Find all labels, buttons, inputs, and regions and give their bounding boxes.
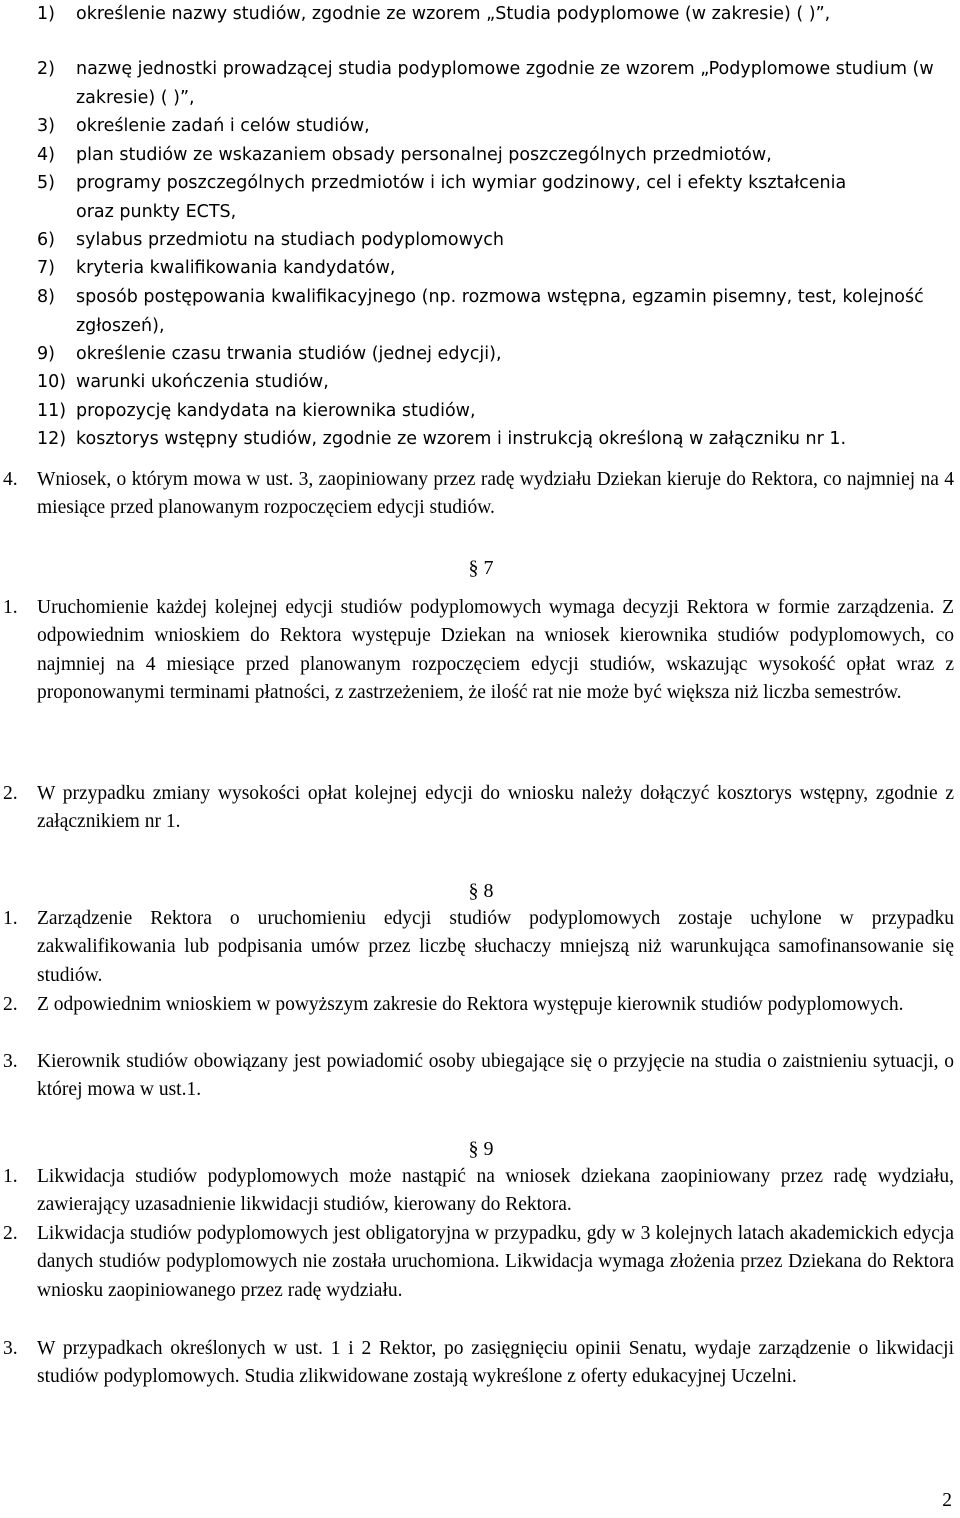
paragraph-number: 2. [3, 994, 18, 1015]
list-item-number: 12) [37, 429, 67, 449]
list-item-text: nazwę jednostki prowadzącej studia podyplomowe zgodnie ze wzorem „Podyplomowe studium (w zakresie) ( )”, [76, 59, 934, 108]
paragraph-text: W przypadkach określonych w ust. 1 i 2 Rektor, po zasięgnięciu opinii Senatu, wydaje zarządzenie o likwidacji studiów podyplomowych. Studia zlikwidowane zostają wykreślone z oferty edukacyjnej Uczelni. [37, 1338, 954, 1388]
paragraph-text: Kierownik studiów obowiązany jest powiadomić osoby ubiegające się o przyjęcie na studia o zaistnieniu sytuacji, o której mowa w ust.1. [37, 1051, 954, 1101]
paragraph-text: Likwidacja studiów podyplomowych może nastąpić na wniosek dziekana zaopiniowany przez radę wydziału, zawierający uzasadnienie likwidacji studiów, kierowany do Rektora. [37, 1166, 954, 1216]
section-heading: § 7 [468, 557, 494, 579]
list-item [0, 0, 960, 29]
list-item-text: określenie nazwy studiów, zgodnie ze wzorem „Studia podyplomowe (w zakresie) ( )”, [76, 4, 831, 24]
paragraph-number: 4. [3, 469, 18, 490]
list-item-text: określenie czasu trwania studiów (jednej edycji), [76, 344, 502, 364]
list-item-number: 9) [37, 344, 55, 364]
list-item-number: 3) [37, 116, 55, 136]
list-item [0, 254, 960, 283]
list-item [0, 368, 960, 397]
list-item-number: 2) [37, 59, 55, 79]
list-item-text: warunki ukończenia studiów, [76, 372, 329, 392]
list-item-text: określenie zadań i celów studiów, [76, 116, 370, 136]
list-item-text: sylabus przedmiotu na studiach podyplomowych [76, 230, 504, 250]
paragraph-text: W przypadku zmiany wysokości opłat kolejnej edycji do wniosku należy dołączyć kosztorys wstępny, zgodnie z załącznikiem nr 1. [37, 783, 954, 833]
list-item-number: 10) [37, 372, 67, 392]
list-item [0, 55, 960, 112]
list-item [0, 169, 960, 226]
list-item-number: 7) [37, 258, 55, 278]
paragraph-text: Zarządzenie Rektora o uruchomieniu edycji studiów podyplomowych zostaje uchylone w przypadku zakwalifikowania lub podpisania umów przez liczbę słuchaczy mniejszą niż warunkująca samofinansowanie się studiów. [37, 908, 954, 986]
page-number: 2 [942, 1490, 952, 1511]
paragraph-number: 3. [3, 1338, 18, 1359]
paragraph-text: Uruchomienie każdej kolejnej edycji studiów podyplomowych wymaga decyzji Rektora w formie zarządzenia. Z odpowiednim wnioskiem do Rektora występuje Dziekan na wniosek kierownika studiów podyplomowych, co najmniej na 4 miesiące przed planowanym rozpoczęciem edycji studiów, wskazując wysokość opłat wraz z proponowanymi terminami płatności, z zastrzeżeniem, że ilość rat nie może być większa niż liczba semestrów. [37, 597, 954, 703]
list-item-text: plan studiów ze wskazaniem obsady personalnej poszczególnych przedmiotów, [76, 145, 772, 165]
list-item-text: programy poszczególnych przedmiotów i ich wymiar godzinowy, cel i efekty kształcenia oraz punkty ECTS, [76, 173, 847, 222]
list-item [0, 283, 960, 340]
list-item-number: 6) [37, 230, 55, 250]
paragraph-number: 1. [3, 908, 18, 929]
list-item [0, 141, 960, 170]
section-heading: § 9 [468, 1138, 494, 1160]
list-item [0, 425, 960, 454]
paragraph-number: 3. [3, 1051, 18, 1072]
list-item-number: 4) [37, 145, 55, 165]
list-item [0, 340, 960, 369]
list-item [0, 112, 960, 141]
paragraph-number: 2. [3, 1223, 18, 1244]
list-item [0, 397, 960, 426]
paragraph-number: 1. [3, 1166, 18, 1187]
list-item-text: kryteria kwalifikowania kandydatów, [76, 258, 396, 278]
list-item-text: kosztorys wstępny studiów, zgodnie ze wzorem i instrukcją określoną w załączniku nr 1. [76, 429, 847, 449]
list-item [0, 226, 960, 255]
list-item-number: 5) [37, 173, 55, 193]
list-item-number: 8) [37, 287, 55, 307]
section-heading: § 8 [468, 880, 494, 902]
paragraph-text: Z odpowiednim wnioskiem w powyższym zakresie do Rektora występuje kierownik studiów podyplomowych. [37, 994, 904, 1015]
list-item-number: 1) [37, 4, 55, 24]
list-item-text: propozycję kandydata na kierownika studiów, [76, 401, 476, 421]
paragraph-number: 1. [3, 597, 18, 618]
paragraph-number: 2. [3, 783, 18, 804]
list-item-text: sposób postępowania kwalifikacyjnego (np. rozmowa wstępna, egzamin pisemny, test, kolejność zgłoszeń), [76, 287, 924, 336]
list-item-number: 11) [37, 401, 67, 421]
paragraph-text: Likwidacja studiów podyplomowych jest obligatoryjna w przypadku, gdy w 3 kolejnych latach akademickich edycja danych studiów podyplomowych nie została uruchomiona. Likwidacja wymaga złożenia przez Dziekana do Rektora wniosku zaopiniowanego przez radę wydziału. [37, 1223, 954, 1301]
paragraph-text: Wniosek, o którym mowa w ust. 3, zaopiniowany przez radę wydziału Dziekan kieruje do Rektora, co najmniej na 4 miesiące przed planowanym rozpoczęciem edycji studiów. [37, 469, 954, 519]
